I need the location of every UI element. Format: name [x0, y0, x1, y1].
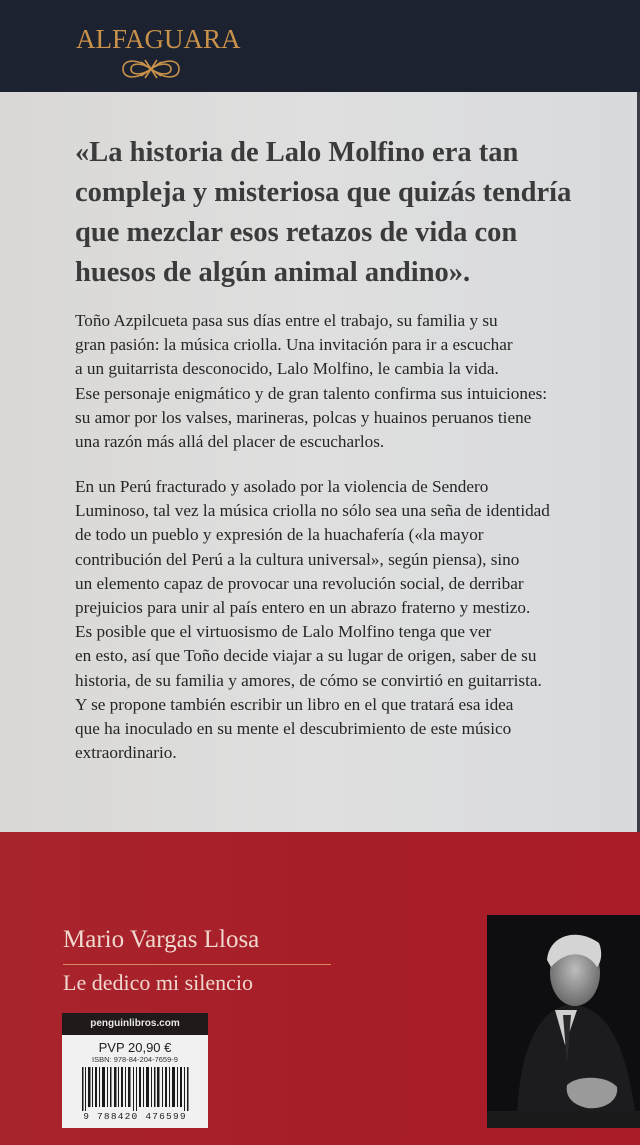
- text-line: En un Perú fracturado y asolado por la violencia de Sendero: [75, 477, 489, 496]
- price: PVP 20,90 €: [98, 1040, 172, 1055]
- title-divider: [63, 964, 331, 965]
- barcode-icon: [80, 1067, 190, 1111]
- author-portrait-icon: [487, 915, 640, 1128]
- price-barcode-label: [62, 1013, 208, 1128]
- ean-digits: 9 788420 476599: [83, 1111, 187, 1122]
- pull-quote: [75, 133, 615, 293]
- isbn: ISBN: 978-84-204-7659-9: [92, 1055, 178, 1064]
- quote-line: huesos de algún animal andino».: [75, 257, 471, 288]
- text-line: extraordinario.: [75, 743, 177, 763]
- text-line: un elemento capaz de provocar una revolución social, de derribar: [75, 573, 524, 593]
- text-line: que ha inoculado en su mente el descubrimiento de este músico: [75, 719, 512, 739]
- text-line: Y se propone también escribir un libro en el que tratará esa idea: [75, 694, 514, 714]
- publisher-logo: [76, 24, 241, 84]
- text-line: historia, de su familia y amores, de cómo se convirtió en guitarrista.: [75, 670, 542, 690]
- text-line: a un guitarrista desconocido, Lalo Molfino, le cambia la vida.: [75, 359, 499, 379]
- text-line: gran pasión: la música criolla. Una invitación para ir a escuchar: [75, 335, 513, 355]
- text-line: Ese personaje enigmático y de gran talento confirma sus intuiciones:: [75, 383, 548, 403]
- knot-ornament-icon: [117, 54, 185, 84]
- synopsis-paragraph-2: [75, 475, 635, 765]
- quote-line: «La historia de Lalo Molfino era tan: [75, 137, 519, 168]
- text-line: una razón más allá del placer de escucharlos.: [75, 432, 385, 452]
- text-line: de todo un pueblo y expresión de la huachafería («la mayor: [75, 525, 484, 545]
- author-photo: [487, 915, 640, 1128]
- text-line: prejuicios para unir al país entero en un abrazo fraterno y mestizo.: [75, 598, 531, 618]
- book-title: Le dedico mi silencio: [63, 970, 253, 995]
- synopsis-paragraph-1: [75, 309, 635, 454]
- text-line: en esto, así que Toño decide viajar a su lugar de origen, saber de su: [75, 646, 537, 666]
- text-line: su amor por los valses, marineras, polcas y huainos peruanos tiene: [75, 407, 532, 427]
- author-name: Mario Vargas Llosa: [63, 926, 260, 953]
- text-line: Luminoso, tal vez la música criolla no sólo sea una seña de identidad: [75, 501, 550, 521]
- publisher-header: [0, 0, 640, 92]
- quote-line: compleja y misteriosa que quizás tendría: [75, 177, 572, 208]
- publisher-logo-text: ALFAGUARA: [76, 24, 241, 54]
- website-link[interactable]: penguinlibros.com: [62, 1013, 208, 1035]
- text-line: contribución del Perú a la cultura universal», según piensa), sino: [75, 549, 520, 569]
- text-line: Toño Azpilcueta pasa sus días entre el trabajo, su familia y su: [75, 311, 498, 330]
- text-line: Es posible que el virtuosismo de Lalo Molfino tenga que ver: [75, 622, 492, 642]
- quote-line: que mezclar esos retazos de vida con: [75, 217, 518, 248]
